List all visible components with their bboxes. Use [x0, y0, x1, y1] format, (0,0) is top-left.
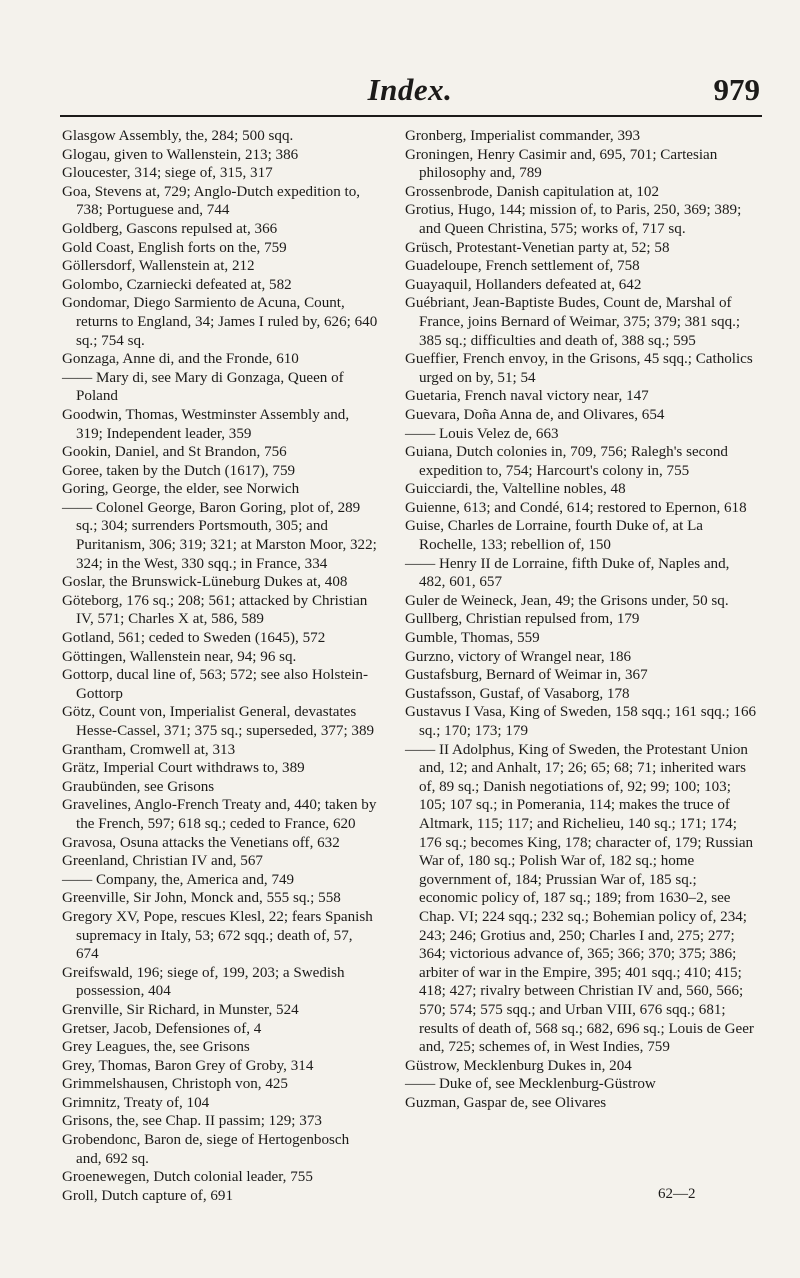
index-entry: Göteborg, 176 sq.; 208; 561; attacked by Christian IV, 571; Charles X at, 586, 589 [62, 592, 368, 628]
index-entry: Gustafsburg, Bernard of Weimar in, 367 [405, 667, 648, 684]
index-entry: Guicciardi, the, Valtelline nobles, 48 [405, 481, 626, 498]
index-entry: Grätz, Imperial Court withdraws to, 389 [62, 760, 305, 777]
index-entry: Grotius, Hugo, 144; mission of, to Paris, 250, 369; 389; and Queen Christina, 575; works of, 717 sq. [405, 202, 742, 237]
index-entry: Gumble, Thomas, 559 [405, 630, 540, 647]
index-entry: Grey Leagues, the, see Grisons [62, 1039, 250, 1056]
index-entry: Götz, Count von, Imperialist General, devastates Hesse-Cassel, 371; 375 sq.; superseded, 377; 389 [62, 704, 375, 739]
index-entry: Göttingen, Wallenstein near, 94; 96 sq. [62, 648, 297, 665]
index-entry: —— Henry II de Lorraine, fifth Duke of, Naples and, 482, 601, 657 [405, 555, 730, 591]
index-entry: Gookin, Daniel, and St Brandon, 756 [62, 444, 287, 461]
running-header [60, 72, 760, 112]
index-entry: Gurzno, victory of Wrangel near, 186 [405, 648, 632, 665]
index-entry: —— Duke of, see Mecklenburg-Güstrow [405, 1076, 656, 1093]
index-entry: Grisons, the, see Chap. II passim; 129; 373 [62, 1113, 322, 1130]
index-entry: Gueffier, French envoy, in the Grisons, 45 sqq.; Catholics urged on by, 51; 54 [405, 351, 753, 386]
index-entry: Gold Coast, English forts on the, 759 [62, 239, 287, 256]
index-entry: Gustafsson, Gustaf, of Vasaborg, 178 [405, 685, 630, 702]
index-entry: Gretser, Jacob, Defensiones of, 4 [62, 1020, 262, 1037]
index-entry: Guienne, 613; and Condé, 614; restored to Epernon, 618 [405, 499, 747, 516]
page-title: Index. [367, 72, 453, 107]
index-entry: Greifswald, 196; siege of, 199, 203; a Swedish possession, 404 [62, 964, 345, 1000]
index-entry: Goa, Stevens at, 729; Anglo-Dutch expedition to, 738; Portuguese and, 744 [62, 183, 361, 219]
index-entry: Güstrow, Mecklenburg Dukes in, 204 [405, 1057, 632, 1074]
index-entry: Gregory XV, Pope, rescues Klesl, 22; fears Spanish supremacy in Italy, 53; 672 sqq.; death of, 57, 674 [62, 908, 373, 963]
index-entry: Gustavus I Vasa, King of Sweden, 158 sqq.; 161 sqq.; 166 sq.; 170; 173; 179 [405, 704, 757, 739]
index-entry: Goldberg, Gascons repulsed at, 366 [62, 220, 278, 237]
index-entry: —— Louis Velez de, 663 [405, 425, 559, 442]
index-entry: Göllersdorf, Wallenstein at, 212 [62, 258, 255, 275]
index-entry: Gronberg, Imperialist commander, 393 [405, 128, 641, 144]
index-entry: Gonzaga, Anne di, and the Fronde, 610 [62, 351, 299, 368]
index-entry: Graubünden, see Grisons [62, 778, 215, 795]
index-entry: Guadeloupe, French settlement of, 758 [405, 258, 640, 275]
index-entry: Grenville, Sir Richard, in Munster, 524 [62, 1001, 299, 1018]
index-entry: —— II Adolphus, King of Sweden, the Protestant Union and, 12; and Anhalt, 17; 26; 65; 68; 71; inherited wars of, 89 sq.; Danish negotiations of, 92; 99; 100; 103; 105; 107 sq.; in Pomerania, 114; makes the truce of Altmark, 115; 117; and Richelieu, 140 sq.; 171; 174; 176 sq.; becomes King, 178; character of, 179; Russian War of, 180 sq.; Polish War of, 182 sq.; home government of, 184; Prussian War of, 185 sq.; economic policy of, 187 sq.; 189; from 1630–2, see Chap. VI; 224 sqq.; 232 sq.; Bohemian policy of, 234; 243; 246; Grotius and, 250; Charles I and, 275; 277; 364; victorious advance of, 365; 366; 370; 375; 386; arbiter of war in the Empire, 395; 401 sqq.; 410; 415; 418; 427; rivalry between Christian IV and, 560, 566; 570; 574; 575 sqq.; and Urban VIII, 676 sqq.; 681; results of death of, 568 sq.; 682, 696 sq.; Louis de Geer and, 725; schemes of, in West Indies, 759 [405, 741, 754, 1056]
index-entry: Gottorp, ducal line of, 563; 572; see also Holstein-Gottorp [62, 667, 369, 702]
index-entry: Goslar, the Brunswick-Lüneburg Dukes at, 408 [62, 574, 348, 591]
index-entry: Greenland, Christian IV and, 567 [62, 853, 263, 870]
index-entry: Gotland, 561; ceded to Sweden (1645), 572 [62, 630, 326, 647]
header-rule [60, 115, 762, 117]
index-entry: Grantham, Cromwell at, 313 [62, 741, 236, 758]
index-column-right [405, 127, 759, 1112]
page-number: 979 [713, 72, 760, 107]
index-entry: Golombo, Czarniecki defeated at, 582 [62, 276, 292, 293]
index-entry: Guetaria, French naval victory near, 147 [405, 388, 649, 405]
index-column-left [62, 127, 378, 1205]
index-entry: —— Mary di, see Mary di Gonzaga, Queen of Poland [62, 369, 344, 405]
index-entry: Gullberg, Christian repulsed from, 179 [405, 611, 640, 628]
index-entry: Guayaquil, Hollanders defeated at, 642 [405, 276, 642, 293]
index-entry: Guler de Weineck, Jean, 49; the Grisons under, 50 sq. [405, 592, 729, 609]
index-entry: Guise, Charles de Lorraine, fourth Duke of, at La Rochelle, 133; rebellion of, 150 [405, 518, 703, 554]
index-entry: Grossenbrode, Danish capitulation at, 102 [405, 183, 660, 200]
index-entry: Gravelines, Anglo-French Treaty and, 440; taken by the French, 597; 618 sq.; ceded to France, 620 [62, 797, 377, 832]
index-entry: Grobendonc, Baron de, siege of Hertogenbosch and, 692 sq. [62, 1132, 350, 1167]
index-entry: Goring, George, the elder, see Norwich [62, 481, 300, 498]
index-entry: Grimmelshausen, Christoph von, 425 [62, 1076, 288, 1093]
index-entry: Glasgow Assembly, the, 284; 500 sqq. [62, 128, 294, 144]
index-entry: Grüsch, Protestant-Venetian party at, 52; 58 [405, 239, 670, 256]
index-entry: Groningen, Henry Casimir and, 695, 701; Cartesian philosophy and, 789 [405, 146, 718, 182]
index-entry: Grey, Thomas, Baron Grey of Groby, 314 [62, 1057, 314, 1074]
index-entry: —— Colonel George, Baron Goring, plot of, 289 sq.; 304; surrenders Portsmouth, 305; and Puritanism, 306; 319; 321; at Marston Moor, 322; 324; in the West, 330 sqq.; in France, 334 [62, 499, 377, 572]
printer-signature-mark: 62—2 [658, 1186, 696, 1202]
index-entry: Gravosa, Osuna attacks the Venetians off, 632 [62, 834, 340, 851]
index-entry: Goodwin, Thomas, Westminster Assembly and, 319; Independent leader, 359 [62, 406, 350, 442]
index-entry: Grimnitz, Treaty of, 104 [62, 1094, 210, 1111]
index-entry: Groenewegen, Dutch colonial leader, 755 [62, 1169, 313, 1186]
index-entry: Guzman, Gaspar de, see Olivares [405, 1094, 607, 1111]
index-entry: Guevara, Doña Anna de, and Olivares, 654 [405, 406, 665, 423]
index-entry: Greenville, Sir John, Monck and, 555 sq.; 558 [62, 890, 341, 907]
index-entry: —— Company, the, America and, 749 [62, 871, 295, 888]
index-entry: Gloucester, 314; siege of, 315, 317 [62, 165, 273, 182]
index-entry: Gondomar, Diego Sarmiento de Acuna, Count, returns to England, 34; James I ruled by, 626; 640 sq.; 754 sq. [62, 295, 378, 349]
index-entry: Groll, Dutch capture of, 691 [62, 1187, 234, 1204]
index-entry: Guébriant, Jean-Baptiste Budes, Count de, Marshal of France, joins Bernard of Weimar, 375; 379; 381 sqq.; 385 sq.; difficulties and death of, 388 sq.; 595 [405, 295, 741, 349]
index-entry: Guiana, Dutch colonies in, 709, 756; Ralegh's second expedition to, 754; Harcourt's colony in, 755 [405, 444, 728, 479]
index-entry: Glogau, given to Wallenstein, 213; 386 [62, 146, 299, 163]
index-entry: Goree, taken by the Dutch (1617), 759 [62, 462, 296, 479]
